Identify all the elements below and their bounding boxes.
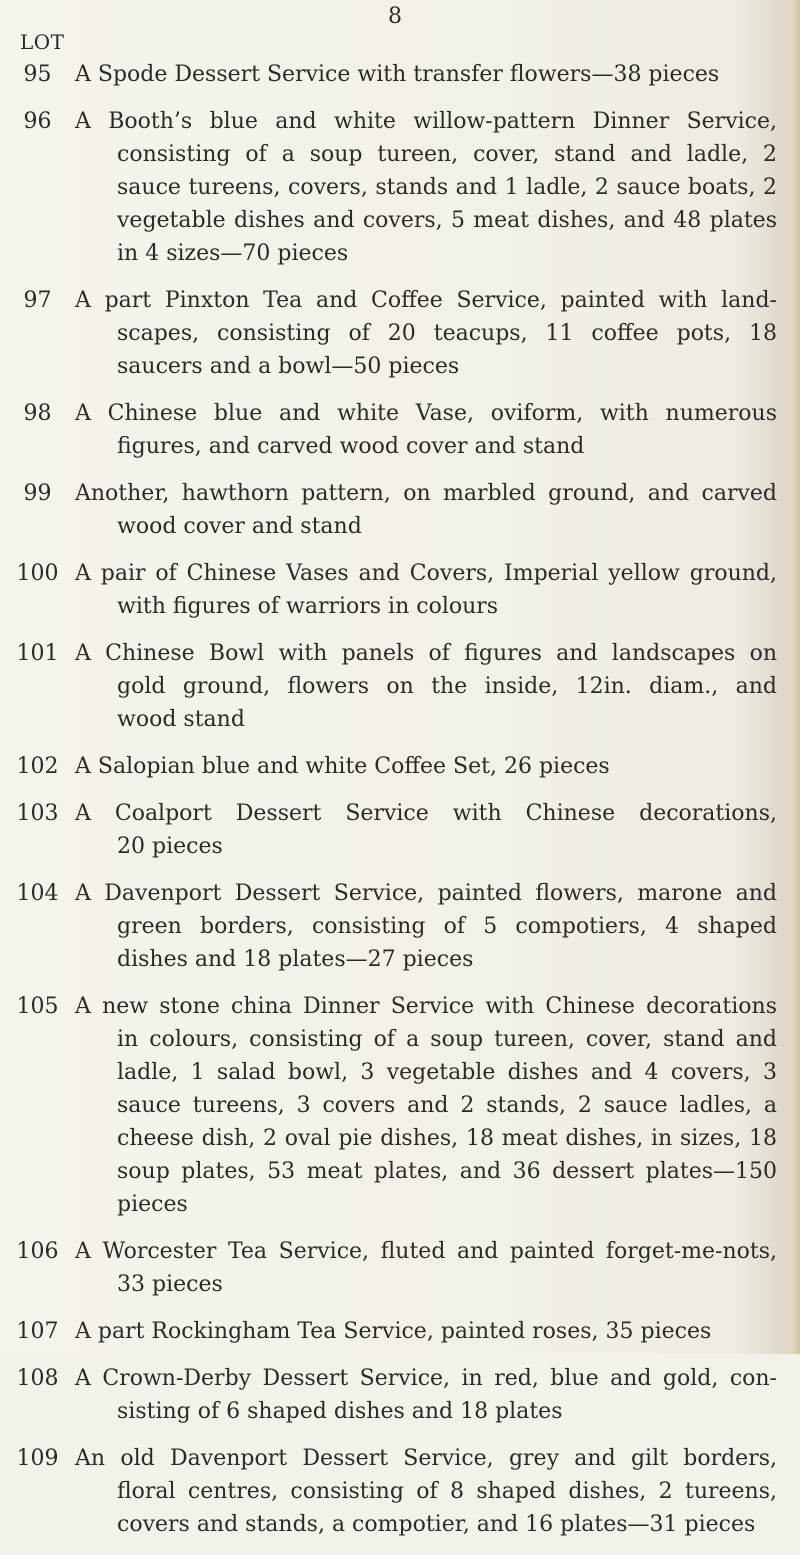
lot-description-continuation	[75, 590, 777, 623]
lot-description-continuation	[75, 1395, 777, 1428]
lot-entry	[0, 1235, 800, 1301]
lot-entry	[0, 1442, 800, 1541]
lot-description	[75, 990, 777, 1221]
lot-description-line: with figures of warriors in colours	[117, 594, 499, 619]
lot-entry	[0, 557, 800, 623]
lot-number: 96	[23, 109, 52, 134]
lot-description-continuation	[75, 910, 777, 976]
lot-entry	[0, 58, 800, 91]
lot-description	[75, 1315, 777, 1348]
lot-entry	[0, 477, 800, 543]
lot-description-line: soup plates, 53 meat plates, and 36 dessert plates—150	[117, 1159, 777, 1184]
lot-entry	[0, 750, 800, 783]
lot-description-line: covers and stands, a compotier, and 16 plates—31 pieces	[117, 1512, 756, 1537]
lot-number: 101	[16, 641, 59, 666]
lot-description-line: pieces	[117, 1192, 188, 1217]
lot-description-line: 20 pieces	[117, 834, 223, 859]
lot-description-line: vegetable dishes and covers, 5 meat dishes, and 48 plates	[117, 208, 777, 233]
lot-number: 106	[16, 1239, 59, 1264]
lot-description-line: in colours, consisting of a soup tureen, cover, stand and	[117, 1027, 777, 1052]
lot-column-header: LOT	[20, 30, 65, 54]
lot-entry	[0, 877, 800, 976]
lot-number: 100	[16, 561, 59, 586]
lot-description-continuation	[75, 1268, 777, 1301]
lot-description	[75, 477, 777, 543]
lot-description-continuation	[75, 670, 777, 736]
lot-description-line: A part Rockingham Tea Service, painted roses, 35 pieces	[75, 1319, 712, 1344]
lot-description-line: figures, and carved wood cover and stand	[117, 434, 585, 459]
lot-entry	[0, 1362, 800, 1428]
lot-entry	[0, 397, 800, 463]
lot-entry	[0, 990, 800, 1221]
lot-description	[75, 284, 777, 383]
lot-description-line: sauce tureens, 3 covers and 2 stands, 2 sauce ladles, a	[117, 1093, 777, 1118]
lot-description	[75, 750, 777, 783]
lot-description-line: A pair of Chinese Vases and Covers, Imperial yellow ground,	[75, 561, 777, 586]
lot-description-continuation	[75, 1023, 777, 1221]
lot-description	[75, 1362, 777, 1428]
lot-description	[75, 797, 777, 863]
lot-description-line: wood cover and stand	[117, 514, 362, 539]
lot-number: 108	[16, 1366, 59, 1391]
page-number: 8	[388, 4, 402, 29]
lot-description	[75, 397, 777, 463]
lot-number: 99	[23, 481, 52, 506]
lot-description-line: Another, hawthorn pattern, on marbled ground, and carved	[75, 481, 777, 506]
lot-number: 103	[16, 801, 59, 826]
lot-description	[75, 58, 777, 91]
lot-description-continuation	[75, 1475, 777, 1541]
lot-description-continuation	[75, 317, 777, 383]
lot-entry	[0, 105, 800, 270]
lot-entry	[0, 637, 800, 736]
lot-description-line: green borders, consisting of 5 compotiers, 4 shaped	[117, 914, 777, 939]
lot-description-line: saucers and a bowl—50 pieces	[117, 354, 460, 379]
lot-description-line: A Booth’s blue and white willow-pattern Dinner Service,	[75, 109, 777, 134]
lot-description	[75, 105, 777, 270]
lot-description	[75, 1235, 777, 1301]
lot-entry	[0, 284, 800, 383]
lot-description-continuation	[75, 510, 777, 543]
lot-description	[75, 877, 777, 976]
lot-description	[75, 637, 777, 736]
lot-number: 98	[23, 401, 52, 426]
lot-number: 97	[23, 288, 52, 313]
lot-description-line: A Crown-Derby Dessert Service, in red, blue and gold, con-	[75, 1366, 777, 1391]
lot-number: 95	[23, 62, 52, 87]
lot-description-line: floral centres, consisting of 8 shaped dishes, 2 tureens,	[117, 1479, 777, 1504]
lot-description-continuation	[75, 138, 777, 270]
lot-description	[75, 1442, 777, 1541]
lot-list	[0, 58, 800, 1555]
lot-description-line: wood stand	[117, 707, 245, 732]
lot-number: 102	[16, 754, 59, 779]
lot-description-line: A Coalport Dessert Service with Chinese decorations,	[75, 801, 777, 826]
lot-description-line: A Worcester Tea Service, fluted and painted forget-me-nots,	[75, 1239, 777, 1264]
lot-description-line: A Salopian blue and white Coffee Set, 26 pieces	[75, 754, 610, 779]
lot-description-line: A Chinese Bowl with panels of figures and landscapes on	[75, 641, 777, 666]
lot-number: 104	[16, 881, 59, 906]
lot-description-line: sauce tureens, covers, stands and 1 ladle, 2 sauce boats, 2	[117, 175, 777, 200]
lot-description	[75, 557, 777, 623]
lot-description-continuation	[75, 830, 777, 863]
lot-number: 105	[16, 994, 59, 1019]
lot-number: 107	[16, 1319, 59, 1344]
lot-description-line: 33 pieces	[117, 1272, 223, 1297]
lot-description-line: A new stone china Dinner Service with Chinese decorations	[75, 994, 777, 1019]
lot-entry	[0, 797, 800, 863]
lot-description-line: gold ground, flowers on the inside, 12in. diam., and	[117, 674, 777, 699]
lot-description-line: ladle, 1 salad bowl, 3 vegetable dishes and 4 covers, 3	[117, 1060, 777, 1085]
lot-description-line: An old Davenport Dessert Service, grey and gilt borders,	[75, 1446, 777, 1471]
lot-entry	[0, 1315, 800, 1348]
lot-description-line: scapes, consisting of 20 teacups, 11 coffee pots, 18	[117, 321, 777, 346]
lot-description-line: A part Pinxton Tea and Coffee Service, painted with land-	[75, 288, 777, 313]
lot-description-line: A Davenport Dessert Service, painted flowers, marone and	[75, 881, 777, 906]
lot-description-line: A Spode Dessert Service with transfer flowers—38 pieces	[75, 62, 720, 87]
lot-description-line: in 4 sizes—70 pieces	[117, 241, 349, 266]
lot-description-line: cheese dish, 2 oval pie dishes, 18 meat dishes, in sizes, 18	[117, 1126, 777, 1151]
lot-description-line: consisting of a soup tureen, cover, stand and ladle, 2	[117, 142, 777, 167]
lot-number: 109	[16, 1446, 59, 1471]
lot-description-continuation	[75, 430, 777, 463]
lot-description-line: sisting of 6 shaped dishes and 18 plates	[117, 1399, 563, 1424]
lot-description-line: dishes and 18 plates—27 pieces	[117, 947, 474, 972]
lot-description-line: A Chinese blue and white Vase, oviform, with numerous	[75, 401, 777, 426]
